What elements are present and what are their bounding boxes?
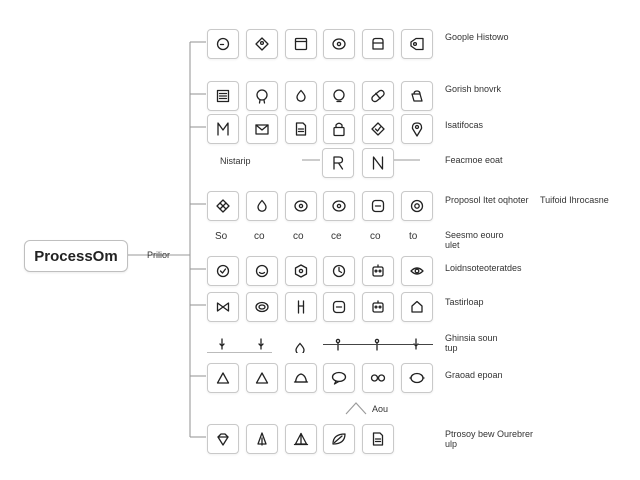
- glasses-icon[interactable]: [362, 363, 394, 393]
- column-text: co: [254, 231, 265, 242]
- rounded-square-icon[interactable]: [362, 191, 394, 221]
- drop-icon[interactable]: [285, 81, 317, 111]
- badge-icon[interactable]: [246, 81, 278, 111]
- house-icon[interactable]: [401, 292, 433, 322]
- circle-check-icon[interactable]: [207, 256, 239, 286]
- document-icon[interactable]: [362, 424, 394, 454]
- oval-icon[interactable]: [285, 191, 317, 221]
- oval-icon[interactable]: [323, 191, 355, 221]
- envelope-icon[interactable]: [246, 114, 278, 144]
- tick-mark-icon: [207, 335, 237, 353]
- bag-icon[interactable]: [401, 81, 433, 111]
- tree-icon[interactable]: [246, 424, 278, 454]
- speech-bubble-icon[interactable]: [323, 363, 355, 393]
- fork-icon[interactable]: [285, 292, 317, 322]
- row-sublabel: ulet: [445, 240, 460, 250]
- face-icon[interactable]: [246, 256, 278, 286]
- diamond-grid-icon[interactable]: [207, 191, 239, 221]
- row-label: Seesmo eouro: [445, 230, 504, 240]
- leaf-icon[interactable]: [323, 424, 355, 454]
- column-text: So: [215, 231, 228, 242]
- row-label: Feacmoe eoat: [445, 155, 503, 165]
- oval-icon[interactable]: [323, 29, 355, 59]
- row-label: Ghinsia soun: [445, 333, 498, 343]
- diamond-icon[interactable]: [246, 29, 278, 59]
- gem-icon[interactable]: [207, 424, 239, 454]
- row-label: Ptrosoy bew Ourebrer: [445, 429, 534, 439]
- row-label: Graoad epoan: [445, 370, 503, 380]
- pin-icon[interactable]: [401, 114, 433, 144]
- row-side-label: Nistarip: [220, 156, 251, 166]
- drop-icon: [285, 335, 315, 353]
- letter-m-icon[interactable]: [207, 114, 239, 144]
- bell-icon[interactable]: [285, 363, 317, 393]
- row-label: Proposol Itet oqhoter: [445, 195, 529, 205]
- root-node: ProcessOm: [24, 240, 128, 272]
- window-icon[interactable]: [285, 29, 317, 59]
- gear-icon[interactable]: [401, 191, 433, 221]
- archive-icon[interactable]: [362, 29, 394, 59]
- document-icon[interactable]: [285, 114, 317, 144]
- lemon-icon[interactable]: [401, 363, 433, 393]
- clock-icon[interactable]: [323, 256, 355, 286]
- diamond-check-icon[interactable]: [362, 114, 394, 144]
- row-label: Loidnsoteoteratdes: [445, 263, 522, 273]
- letter-n-icon[interactable]: [362, 148, 394, 178]
- circle-icon[interactable]: [207, 29, 239, 59]
- triangle-icon[interactable]: [207, 363, 239, 393]
- column-text: to: [409, 231, 418, 242]
- ring-icon[interactable]: [246, 292, 278, 322]
- hexagon-icon[interactable]: [285, 256, 317, 286]
- divider-line: [207, 352, 272, 353]
- tag-icon[interactable]: [401, 29, 433, 59]
- row-extra-label: Tuifoid Ihrocasne: [540, 195, 609, 205]
- lock-icon[interactable]: [323, 114, 355, 144]
- row-label: Goople Histowo: [445, 32, 509, 42]
- row-label: Tastirloap: [445, 297, 484, 307]
- row-label: Gorish bnovrk: [445, 84, 502, 94]
- row-label: Isatifocas: [445, 120, 484, 130]
- wave-label: Aou: [372, 404, 389, 414]
- triangle-icon[interactable]: [246, 363, 278, 393]
- bulb-icon[interactable]: [323, 81, 355, 111]
- rounded-square-icon[interactable]: [323, 292, 355, 322]
- column-text: co: [370, 231, 381, 242]
- robot-icon[interactable]: [362, 256, 394, 286]
- tick-mark-icon: [246, 335, 276, 353]
- robot-icon[interactable]: [362, 292, 394, 322]
- column-text: ce: [331, 231, 342, 242]
- bow-icon[interactable]: [207, 292, 239, 322]
- row-sublabel: ulp: [445, 439, 458, 449]
- column-text: co: [293, 231, 304, 242]
- drop-icon[interactable]: [246, 191, 278, 221]
- connector-label: Prilior: [147, 250, 171, 260]
- eye-icon[interactable]: [401, 256, 433, 286]
- letter-r-icon[interactable]: [322, 148, 354, 178]
- divider-line: [323, 344, 433, 345]
- row-sublabel: tup: [445, 343, 458, 353]
- pill-icon[interactable]: [362, 81, 394, 111]
- pyramid-icon[interactable]: [285, 424, 317, 454]
- list-icon[interactable]: [207, 81, 239, 111]
